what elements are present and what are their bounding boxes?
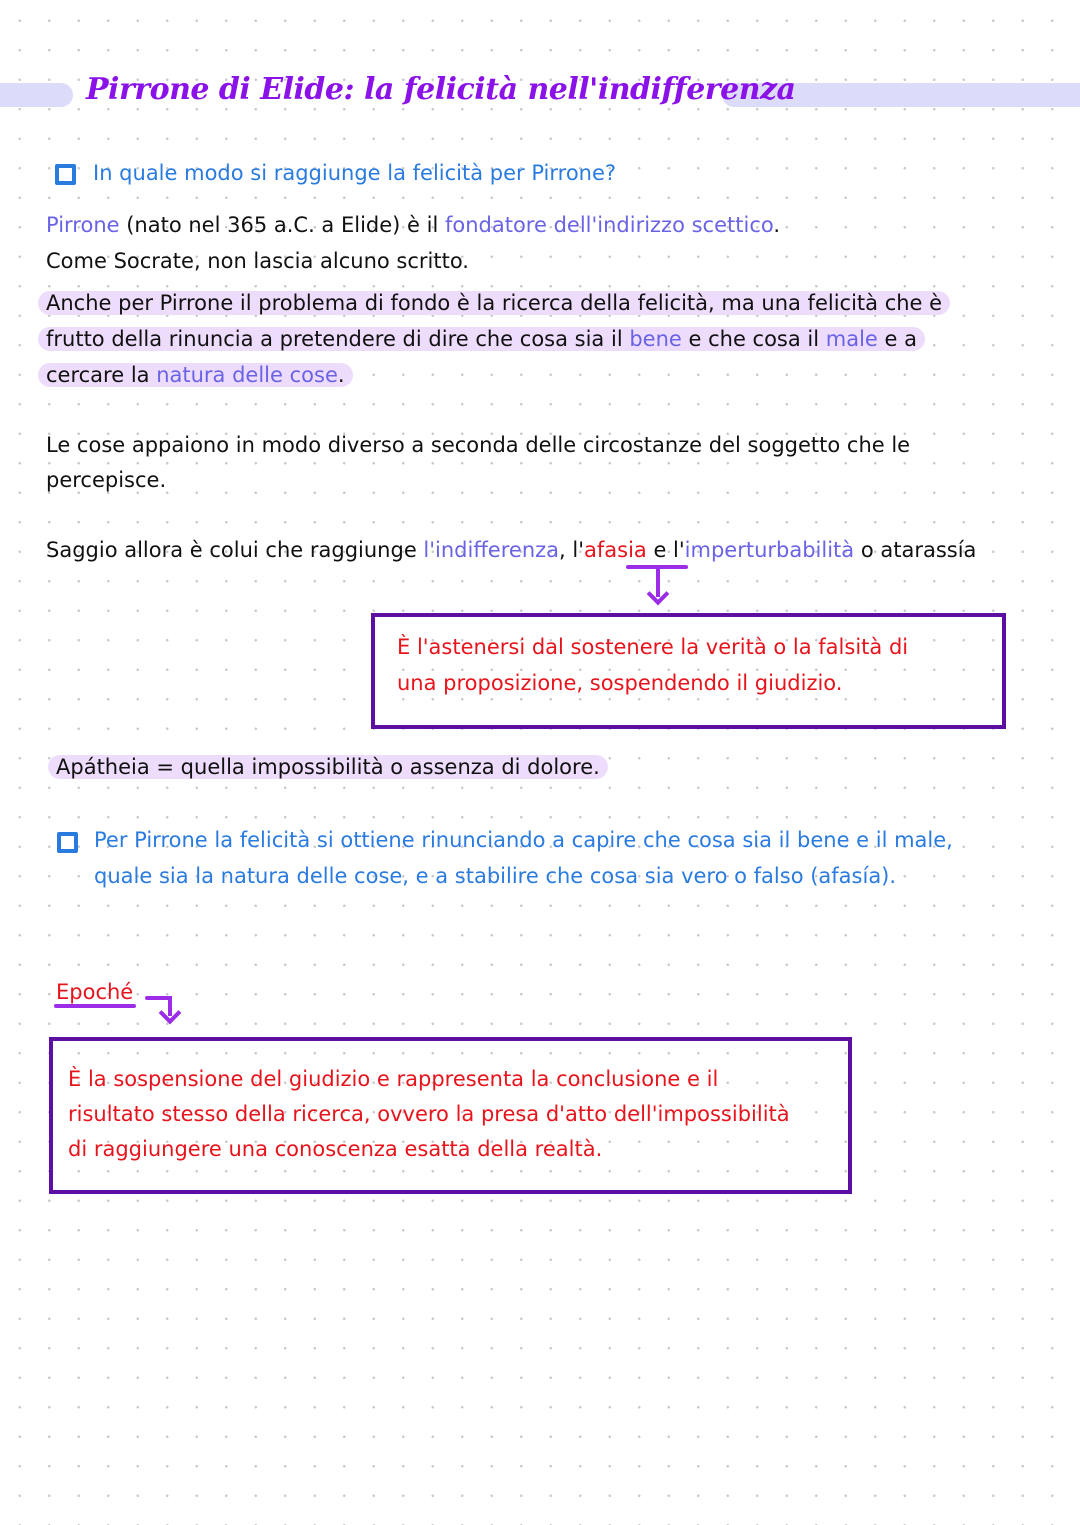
appearance-line-1: Le cose appaiono in modo diverso a seconda delle circostanze del soggetto che le — [46, 433, 911, 457]
indifferenza-keyword: l'indifferenza — [423, 538, 560, 562]
summary-line-2: quale sia la natura delle cose, e a stabilire che cosa sia vero o falso (afasía). — [94, 864, 897, 888]
pirrone-keyword: Pirrone — [46, 213, 120, 237]
afasia-definition-line-2: una proposizione, sospendendo il giudizio. — [397, 671, 843, 695]
apatheia-definition: Apátheia = quella impossibilità o assenza di dolore. — [56, 750, 608, 786]
page-title: Pirrone di Elide: la felicità nell'indifferenza — [86, 72, 796, 107]
afasia-definition-line-1: È l'astenersi dal sostenere la verità o la falsità di — [397, 635, 909, 659]
epoche-definition-line-1: È la sospensione del giudizio e rappresenta la conclusione e il — [68, 1067, 719, 1091]
bene-keyword: bene — [629, 327, 682, 351]
problem-line-3: cercare la natura delle cose. — [46, 358, 353, 394]
question-heading: In quale modo si raggiunge la felicità per Pirrone? — [93, 161, 617, 185]
arrow-down-icon — [159, 1002, 182, 1025]
summary-line-1: Per Pirrone la felicità si ottiene rinunciando a capire che cosa sia il bene e il male, — [94, 828, 953, 852]
checkbox-icon[interactable] — [55, 164, 76, 185]
imperturbabilita-keyword: imperturbabilità — [684, 538, 855, 562]
epoche-definition-line-2: risultato stesso della ricerca, ovvero la presa d'atto dell'impossibilità — [68, 1102, 790, 1126]
epoche-definition-line-3: di raggiungere una conoscenza esatta della realtà. — [68, 1137, 603, 1161]
fondatore-keyword: fondatore dell'indirizzo scettico — [444, 213, 774, 237]
title-bar-left — [0, 83, 73, 107]
appearance-line-2: percepisce. — [46, 468, 167, 492]
male-keyword: male — [825, 327, 878, 351]
sage-line: Saggio allora è colui che raggiunge l'indifferenza, l'afasia e l'imperturbabilità o atarassía — [46, 538, 977, 562]
checkbox-icon[interactable] — [57, 832, 78, 853]
intro-line-1: Pirrone (nato nel 365 a.C. a Elide) è il fondatore dell'indirizzo scettico. — [46, 213, 781, 237]
arrow-down-icon — [647, 583, 670, 606]
natura-keyword: natura delle cose — [156, 363, 338, 387]
problem-line-2: frutto della rinuncia a pretendere di dire che cosa sia il bene e che cosa il male e a — [46, 322, 925, 358]
problem-line-1: Anche per Pirrone il problema di fondo è la ricerca della felicità, ma una felicità che è — [46, 286, 950, 322]
afasia-keyword: afasia — [584, 538, 647, 562]
epoche-underline — [54, 1004, 136, 1008]
epoche-label: Epoché — [56, 980, 134, 1004]
intro-line-2: Come Socrate, non lascia alcuno scritto. — [46, 249, 469, 273]
